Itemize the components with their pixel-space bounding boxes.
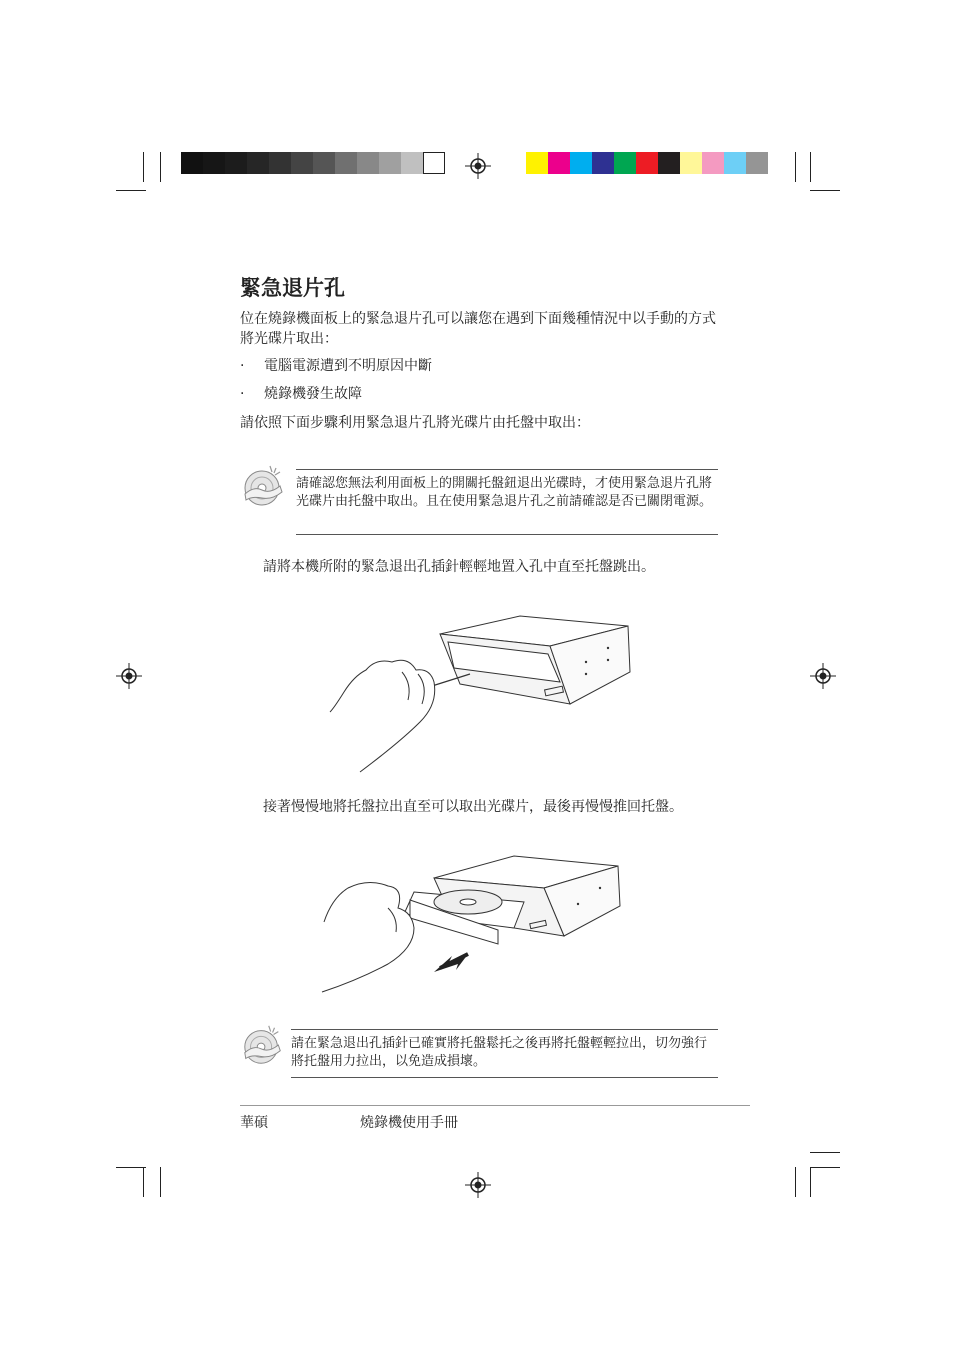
bullet-item	[240, 356, 432, 376]
color-swatch	[247, 152, 269, 174]
color-swatch	[526, 152, 548, 174]
tray-pull-illustration	[318, 852, 628, 997]
footer-divider	[240, 1105, 750, 1106]
step-text: 請將本機所附的緊急退出孔插針輕輕地置入孔中直至托盤跳出。	[263, 559, 655, 575]
grayscale-color-bar	[181, 152, 445, 174]
color-swatch	[702, 152, 724, 174]
footer-manual-title: 燒錄機使用手冊	[360, 1115, 458, 1131]
color-swatch	[357, 152, 379, 174]
hand-holding-disc-icon	[240, 1022, 286, 1068]
color-swatch	[401, 152, 423, 174]
bullet-text: 燒錄機發生故障	[264, 386, 362, 402]
registration-mark-icon	[465, 153, 491, 179]
color-swatch	[423, 152, 445, 174]
intro-paragraph: 位在燒錄機面板上的緊急退片孔可以讓您在遇到下面幾種情況中以手動的方式將光碟片取出：	[240, 311, 716, 347]
color-swatch	[570, 152, 592, 174]
note-text: 請確認您無法利用面板上的開關托盤鈕退出光碟時，才使用緊急退片孔將光碟片由托盤中取出。且在使用緊急退片孔之前請確認是否已關閉電源。	[296, 476, 713, 509]
color-swatch	[335, 152, 357, 174]
hand-holding-disc-icon	[240, 462, 288, 510]
color-swatch	[203, 152, 225, 174]
color-swatch	[746, 152, 768, 174]
instruction-paragraph: 請依照下面步驟利用緊急退片孔將光碟片由托盤中取出：	[240, 415, 590, 431]
step-text: 接著慢慢地將托盤拉出直至可以取出光碟片，最後再慢慢推回托盤。	[263, 799, 683, 815]
color-swatch	[379, 152, 401, 174]
footer-brand: 華碩	[240, 1115, 268, 1131]
bullet-marker: ·	[240, 386, 245, 402]
color-swatch	[291, 152, 313, 174]
color-swatch	[636, 152, 658, 174]
color-swatch	[680, 152, 702, 174]
color-swatch	[614, 152, 636, 174]
bullet-item	[240, 384, 362, 404]
color-swatch	[658, 152, 680, 174]
pin-insert-illustration	[320, 612, 640, 777]
color-swatch	[724, 152, 746, 174]
color-swatch	[548, 152, 570, 174]
section-title: 緊急退片孔	[240, 276, 345, 300]
note-box	[296, 469, 718, 535]
color-swatch	[592, 152, 614, 174]
registration-mark-icon	[465, 1172, 491, 1198]
bullet-text: 電腦電源遭到不明原因中斷	[264, 358, 432, 374]
color-swatch	[313, 152, 335, 174]
color-swatch	[225, 152, 247, 174]
color-swatch	[269, 152, 291, 174]
process-color-bar	[526, 152, 768, 174]
registration-mark-icon	[116, 663, 142, 689]
registration-mark-icon	[810, 663, 836, 689]
color-swatch	[181, 152, 203, 174]
note-text: 請在緊急退出孔插針已確實將托盤鬆托之後再將托盤輕輕拉出，切勿強行將托盤用力拉出，以免造成損壞。	[291, 1036, 708, 1069]
bullet-marker: ·	[240, 358, 245, 374]
note-box	[291, 1029, 718, 1078]
